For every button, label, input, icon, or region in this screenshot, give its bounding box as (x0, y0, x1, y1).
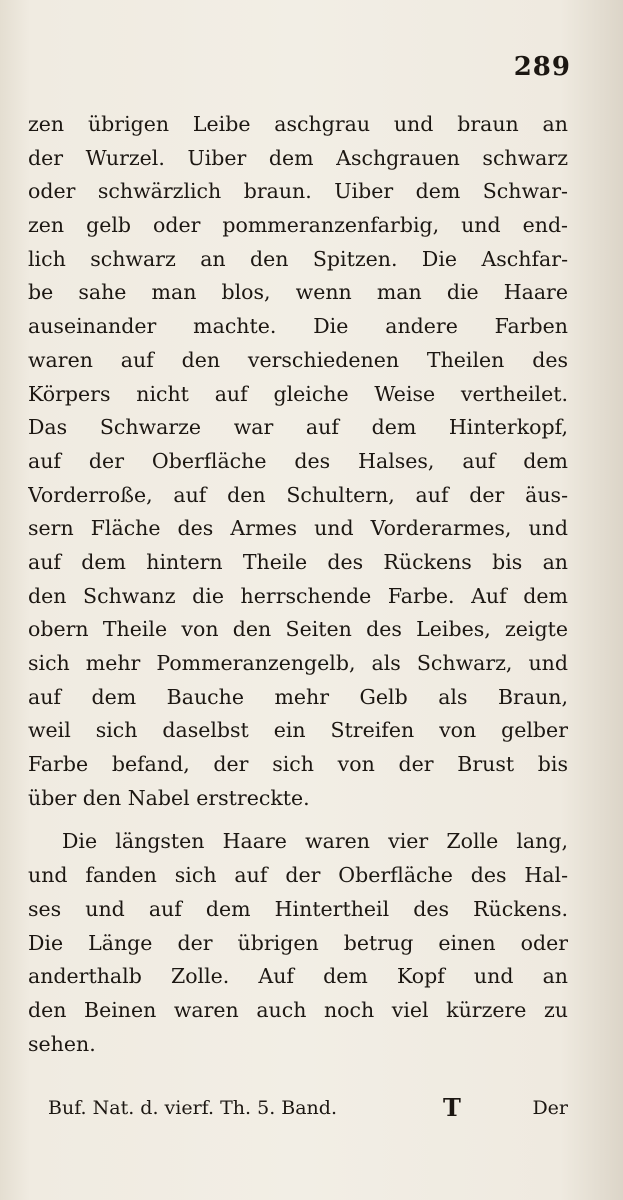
text-line: Die längsten Haare waren vier Zolle lang, (62, 829, 568, 854)
text-line: sern Fläche des Armes und Vorderarmes, und (28, 516, 568, 541)
text-line: ses und auf dem Hintertheil des Rückens. (28, 896, 568, 921)
text-line: anderthalb Zolle. Auf dem Kopf und an (28, 964, 568, 989)
footer-signature: Buf. Nat. d. vierf. Th. 5. Band. (48, 1097, 337, 1119)
text-line: lich schwarz an den Spitzen. Die Aschfar- (28, 246, 568, 271)
sheet-mark: T (443, 1093, 461, 1122)
body-text (28, 108, 568, 1061)
paragraph-gap (28, 815, 568, 825)
text-line: be sahe man blos, wenn man die Haare (28, 280, 568, 305)
text-line: über den Nabel erstreckte. (28, 785, 310, 810)
text-line: weil sich daselbst ein Streifen von gelber (28, 718, 568, 743)
text-line: Vorderroße, auf den Schultern, auf der äus- (28, 482, 568, 507)
text-line: Farbe befand, der sich von der Brust bis (28, 752, 568, 777)
text-line: auseinander machte. Die andere Farben (28, 314, 568, 339)
text-line: den Beinen waren auch noch viel kürzere zu (28, 997, 568, 1022)
text-line: sich mehr Pommeranzengelb, als Schwarz, und (28, 651, 568, 675)
text-line: waren auf den verschiedenen Theilen des (28, 347, 568, 372)
text-line: den Schwanz die herrschende Farbe. Auf dem (28, 583, 568, 608)
text-line: der Wurzel. Uiber dem Aschgrauen schwarz (28, 145, 568, 170)
catchword: Der (532, 1097, 568, 1119)
text-line: Das Schwarze war auf dem Hinterkopf, (28, 415, 568, 440)
text-line: Die Länge der übrigen betrug einen oder (28, 930, 568, 955)
text-line: auf dem hintern Theile des Rückens bis an (28, 549, 568, 574)
text-line: Körpers nicht auf gleiche Weise vertheilet. (28, 381, 568, 406)
text-line: zen übrigen Leibe aschgrau und braun an (28, 112, 568, 136)
page-number: 289 (513, 52, 571, 82)
paragraph (28, 825, 568, 1061)
text-line: obern Theile von den Seiten des Leibes, zeigte (28, 617, 568, 642)
page-footer (48, 1088, 568, 1128)
text-line: und fanden sich auf der Oberfläche des Hal- (28, 863, 568, 888)
paragraph (28, 108, 568, 815)
text-line: oder schwärzlich braun. Uiber dem Schwar- (28, 179, 568, 204)
text-line: zen gelb oder pommeranzenfarbig, und end- (28, 213, 568, 238)
text-line: auf dem Bauche mehr Gelb als Braun, (28, 684, 568, 709)
text-line: sehen. (28, 1031, 96, 1056)
text-line: auf der Oberfläche des Halses, auf dem (28, 448, 568, 473)
